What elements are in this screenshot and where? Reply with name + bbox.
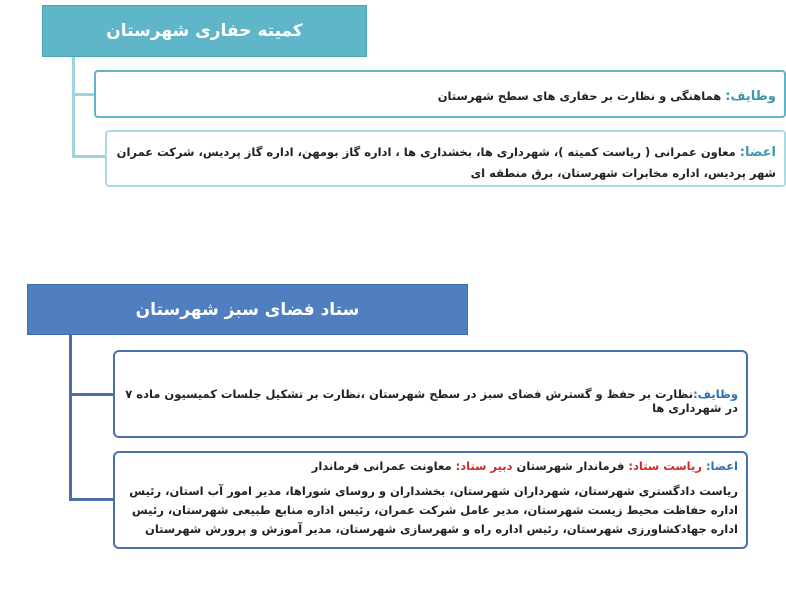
committee-title [42,5,367,57]
committee-connector-duties [72,93,94,96]
green-staff-title-text: ستاد فضای سبز شهرستان [135,299,360,320]
green-staff-duties-text: نظارت بر حفظ و گسترش فضای سبز در سطح شهرستان ،نظارت بر تشکیل جلسات کمیسیون ماده ۷ در شهرداری ها [125,387,738,415]
committee-connector-members [72,155,105,158]
green-staff-chair-text: فرماندار شهرستان [512,459,629,473]
committee-duties-box [94,70,786,118]
green-staff-connector-vertical [69,335,72,501]
green-staff-leadership-line [123,459,738,473]
committee-title-text: کمیته حفاری شهرستان [106,21,303,41]
committee-duties-text: هماهنگی و نظارت بر حفاری های سطح شهرستان [437,89,726,103]
green-staff-duties-box [113,350,748,438]
green-staff-chair-label: ریاست ستاد: [628,459,706,473]
green-staff-members-label: اعضا: [705,459,738,473]
green-staff-connector-members [69,498,113,501]
green-staff-members-box [113,451,748,549]
green-staff-duties-label: وظایف: [693,387,738,401]
committee-members-box [105,130,786,187]
green-staff-members-text: ریاست دادگستری شهرستان، شهرداران شهرستان، بخشداران و روسای شوراها، مدیر امور آب استان، رئیس اداره حفاظت محیط زیست شهرستان، مدیر عامل شرکت عمران، رئیس اداره منابع طبیعی شهرستان، رئیس اداره جهادکشاورزی شهرستان، رئیس اداره راه و شهرسازی شهرستان، مدیر آموزش و پرورش شهرستان [129,484,738,536]
committee-duties-label: وظایف: [725,89,776,104]
green-staff-secretary-label: دبیر ستاد: [455,459,513,473]
green-staff-connector-duties [69,393,113,396]
green-staff-title [27,284,468,335]
committee-members-label: اعضا: [739,145,776,160]
committee-members-text: معاون عمرانی ( ریاست کمیته )، شهرداری ها، بخشداری ها ، اداره گاز بومهن، اداره گاز پردیس، شرکت عمران شهر پردیس، اداره مخابرات شهرستان، برق منطقه ای [116,145,776,180]
committee-connector-vertical [72,57,75,158]
green-staff-secretary-text: معاونت عمرانی فرماندار [311,459,456,473]
